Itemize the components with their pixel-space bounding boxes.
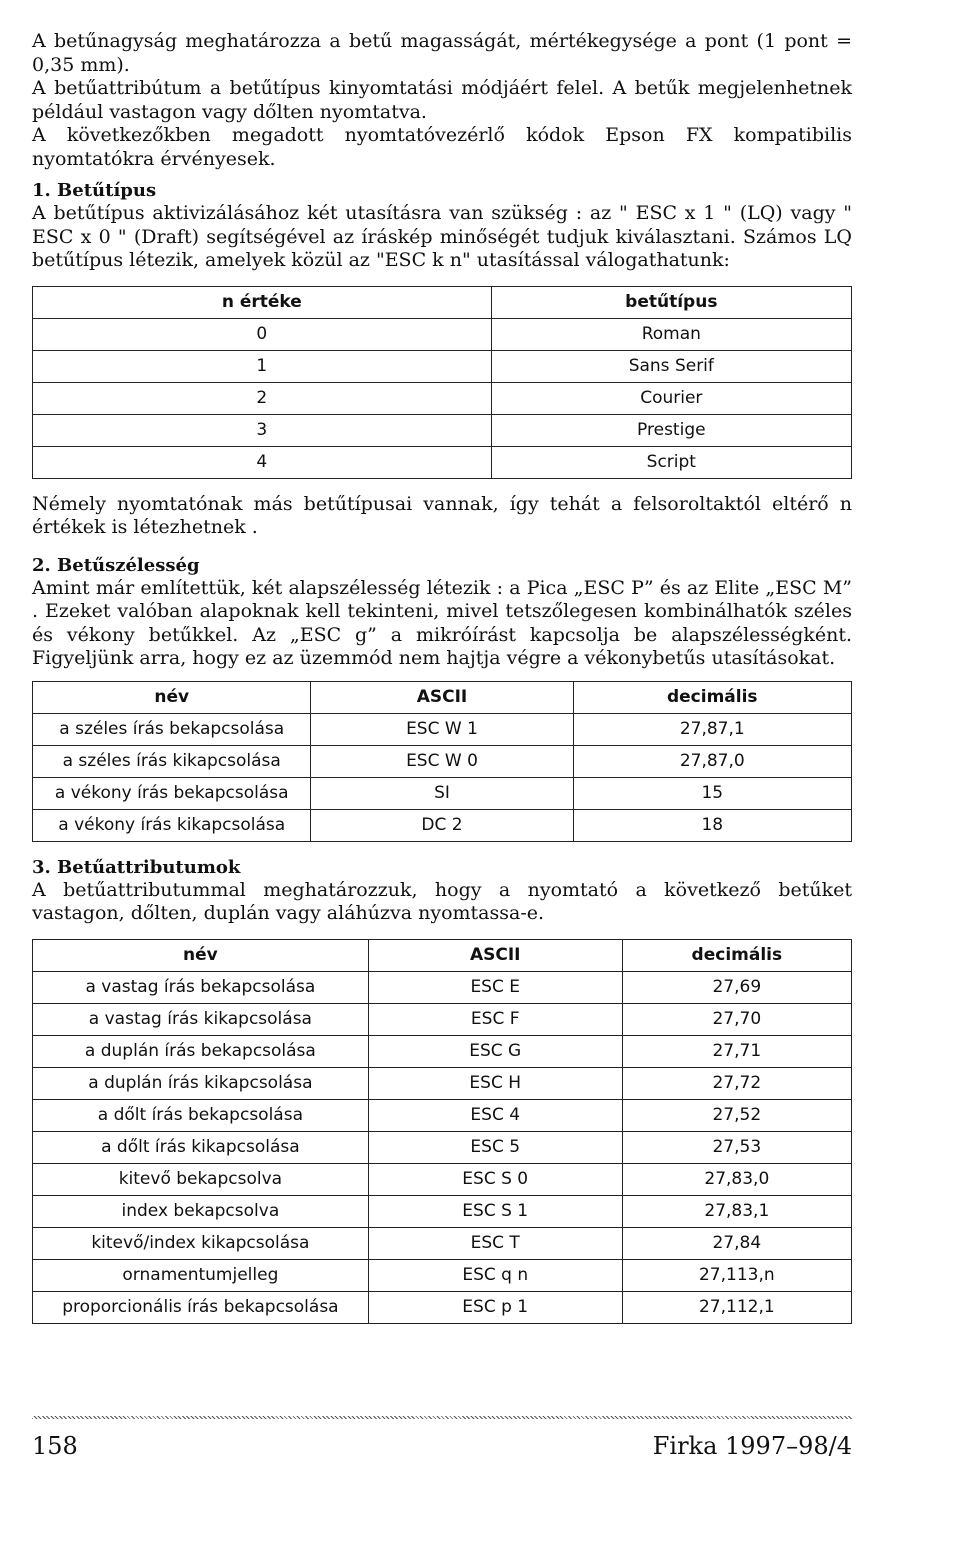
table-row [33,971,852,1003]
intro-paragraph-3: A következőkben megadott nyomtatóvezérlő kódok Epson FX kompatibilis nyomtatókra érvényesek. [32,124,852,170]
decimal-cell: 27,53 [622,1131,851,1163]
ascii-cell: ESC 5 [368,1131,622,1163]
name-cell: a vastag írás kikapcsolása [33,1003,369,1035]
table-row [33,1259,852,1291]
font-type-table [32,286,852,479]
footer-divider [32,1416,852,1419]
decimal-cell: 18 [573,809,851,841]
table-row [33,1067,852,1099]
column-header-name: név [33,681,311,713]
ascii-cell: ESC p 1 [368,1291,622,1323]
table-header-row [33,681,852,713]
section-1-text: A betűtípus aktivizálásához két utasításra van szükség : az " ESC x 1 " (LQ) vagy " ESC x 0 " (Draft) segítségével az íráskép minőségét tudjuk kiválasztani. Számos LQ betűtípus létezik, amelyek közül az "ESC k n" utasítással válogathatunk: [32,202,852,271]
name-cell: a vastag írás bekapcsolása [33,971,369,1003]
table-row [33,350,852,382]
ascii-cell: SI [311,777,573,809]
n-value-cell: 2 [33,382,492,414]
name-cell: a duplán írás kikapcsolása [33,1067,369,1099]
ascii-cell: ESC G [368,1035,622,1067]
name-cell: kitevő/index kikapcsolása [33,1227,369,1259]
decimal-cell: 27,83,0 [622,1163,851,1195]
n-value-cell: 1 [33,350,492,382]
section-1-note: Némely nyomtatónak más betűtípusai vannak, így tehát a felsoroltaktól eltérő n értékek is létezhetnek . [32,492,852,538]
ascii-cell: ESC 4 [368,1099,622,1131]
table-header-row [33,286,852,318]
column-header-ascii: ASCII [311,681,573,713]
table-row [33,1291,852,1323]
name-cell: a vékony írás bekapcsolása [33,777,311,809]
table-row [33,318,852,350]
table-row [33,1195,852,1227]
section-2-text: Amint már említettük, két alapszélesség létezik : a Pica „ESC P” és az Elite „ESC M” . Ezeket valóban alapoknak kell tekinteni, mivel tetszőlegesen kombinálhatók széles és vékony betűkkel. Az „ESC g” a mikróírást kapcsolja be alapszélességként. Figyeljünk arra, hogy ez az üzemmód nem hajtja végre a vékonybetűs utasításokat. [32,576,852,669]
font-type-cell: Roman [491,318,851,350]
ascii-cell: DC 2 [311,809,573,841]
ascii-cell: ESC S 0 [368,1163,622,1195]
ascii-cell: ESC H [368,1067,622,1099]
ascii-cell: ESC E [368,971,622,1003]
table-row [33,1099,852,1131]
name-cell: a duplán írás bekapcsolása [33,1035,369,1067]
table-header-row [33,939,852,971]
decimal-cell: 27,87,1 [573,713,851,745]
column-header-name: név [33,939,369,971]
table-row [33,809,852,841]
decimal-cell: 27,83,1 [622,1195,851,1227]
decimal-cell: 27,70 [622,1003,851,1035]
char-width-table [32,681,852,842]
intro-paragraph-2: A betűattribútum a betűtípus kinyomtatási módjáért felel. A betűk megjelenhetnek például vastagon vagy dőlten nyomtatva. [32,77,852,123]
column-header-decimal: decimális [622,939,851,971]
decimal-cell: 27,113,n [622,1259,851,1291]
name-cell: a dőlt írás kikapcsolása [33,1131,369,1163]
table-row [33,777,852,809]
table-row [33,1003,852,1035]
char-width-table-body [33,713,852,841]
name-cell: a vékony írás kikapcsolása [33,809,311,841]
ascii-cell: ESC W 1 [311,713,573,745]
column-header-n-value: n értéke [33,286,492,318]
ascii-cell: ESC S 1 [368,1195,622,1227]
page-number: 158 [32,1432,78,1460]
section-2-heading: 2. Betűszélesség [32,554,200,576]
ascii-cell: ESC q n [368,1259,622,1291]
ascii-cell: ESC W 0 [311,745,573,777]
decimal-cell: 27,69 [622,971,851,1003]
section-1-heading: 1. Betűtípus [32,180,157,201]
table-row [33,414,852,446]
name-cell: a széles írás bekapcsolása [33,713,311,745]
journal-issue: Firka 1997–98/4 [652,1432,852,1460]
n-value-cell: 3 [33,414,492,446]
name-cell: ornamentumjelleg [33,1259,369,1291]
name-cell: a széles írás kikapcsolása [33,745,311,777]
section-3-heading: 3. Betűattributumok [32,856,241,878]
name-cell: kitevő bekapcsolva [33,1163,369,1195]
document-page [32,30,852,1324]
table-row [33,713,852,745]
name-cell: a dőlt írás bekapcsolása [33,1099,369,1131]
decimal-cell: 15 [573,777,851,809]
intro-paragraph-1: A betűnagyság meghatározza a betű magasságát, mértékegysége a pont (1 pont = 0,35 mm). [32,30,852,76]
decimal-cell: 27,71 [622,1035,851,1067]
ascii-cell: ESC F [368,1003,622,1035]
table-row [33,1163,852,1195]
char-attribute-table [32,939,852,1324]
font-type-cell: Sans Serif [491,350,851,382]
table-row [33,745,852,777]
decimal-cell: 27,87,0 [573,745,851,777]
name-cell: proporcionális írás bekapcsolása [33,1291,369,1323]
table-row [33,1227,852,1259]
font-type-cell: Script [491,446,851,478]
column-header-decimal: decimális [573,681,851,713]
name-cell: index bekapcsolva [33,1195,369,1227]
table-row [33,382,852,414]
section-3-text: A betűattributummal meghatározzuk, hogy a nyomtató a következő betűket vastagon, dőlten, duplán vagy aláhúzva nyomtassa-e. [32,878,852,924]
table-row [33,1035,852,1067]
font-type-cell: Prestige [491,414,851,446]
font-type-cell: Courier [491,382,851,414]
n-value-cell: 0 [33,318,492,350]
decimal-cell: 27,84 [622,1227,851,1259]
column-header-ascii: ASCII [368,939,622,971]
n-value-cell: 4 [33,446,492,478]
column-header-font-type: betűtípus [491,286,851,318]
table-row [33,1131,852,1163]
font-type-table-body [33,318,852,478]
decimal-cell: 27,72 [622,1067,851,1099]
char-attribute-table-body [33,971,852,1323]
ascii-cell: ESC T [368,1227,622,1259]
decimal-cell: 27,52 [622,1099,851,1131]
table-row [33,446,852,478]
decimal-cell: 27,112,1 [622,1291,851,1323]
